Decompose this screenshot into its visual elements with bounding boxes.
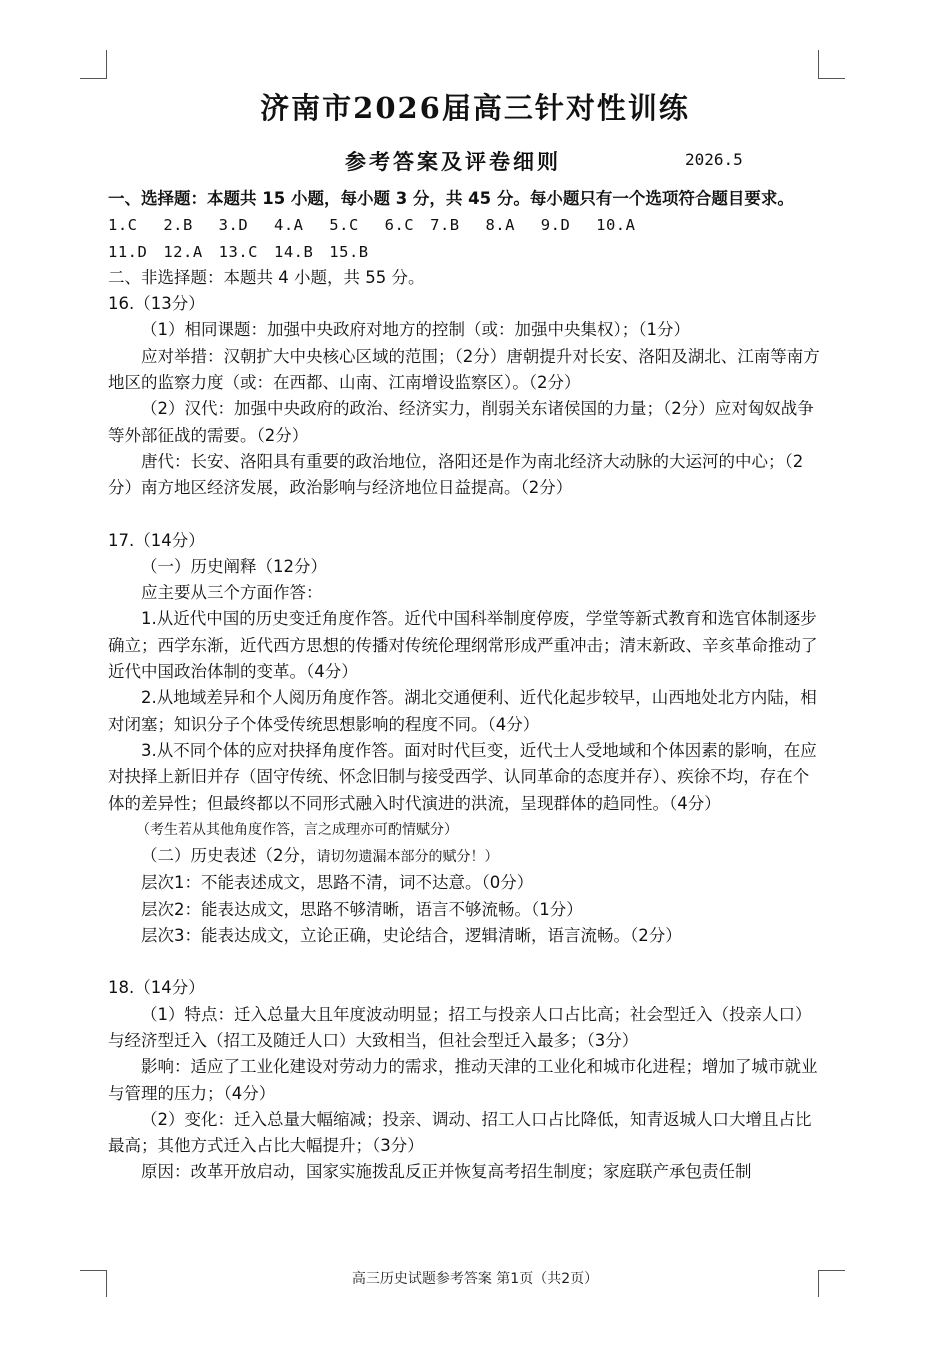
q17-paragraph: （一）历史阐释（12分）	[141, 556, 327, 576]
q18-paragraph: 影响：适应了工业化建设对劳动力的需求，推动天津的工业化和城市化进程；增加了城市就业与管理的压力；（4分）	[108, 1057, 818, 1103]
page-title: 济南市2026届高三针对性训练	[260, 91, 690, 125]
spacer	[108, 502, 820, 528]
spacer	[108, 949, 820, 975]
q17-heading: 17.（14分）	[108, 530, 205, 550]
q17-level: 层次2：能表达成文，思路不够清晰，语言不够流畅。（1分）	[141, 899, 583, 919]
q18-paragraph: 原因：改革开放启动，国家实施拨乱反正并恢复高考招生制度；家庭联产承包责任制	[141, 1162, 752, 1182]
section1-heading: 一、选择题：本题共 15 小题，每小题 3 分，共 45 分。每小题只有一个选项符合题目要求。	[108, 189, 794, 208]
page-subtitle: 参考答案及评卷细则	[345, 149, 561, 174]
q17-note: （考生若从其他角度作答，言之成理亦可酌情赋分）	[136, 821, 458, 838]
q17-paragraph	[108, 843, 820, 870]
q17-paragraph: 应主要从三个方面作答：	[141, 583, 323, 603]
q18-paragraph: （1）特点：迁入总量大且年度波动明显；招工与投亲人口占比高；社会型迁入（投亲人口）与经济型迁入（招工及随迁人口）大致相当，但社会型迁入最多；（3分）	[108, 1004, 812, 1050]
q17-paragraph: 1.从近代中国的历史变迁角度作答。近代中国科举制度停废，学堂等新式教育和选官体制逐步确立；西学东渐，近代西方思想的传播对传统伦理纲常形成严重冲击；清末新政、辛亥革命推动了近代中国政治体制的变革。（4分）	[108, 609, 818, 682]
q17-paragraph: 2.从地域差异和个人阅历角度作答。湖北交通便利、近代化起步较早，山西地处北方内陆，相对闭塞；知识分子个体受传统思想影响的程度不同。（4分）	[108, 688, 817, 734]
q17-expression-label: （二）历史表述（2分，	[141, 846, 317, 866]
q17-paragraph: 3.从不同个体的应对抉择角度作答。面对时代巨变，近代士人受地域和个体因素的影响，在应对抉择上新旧并存（固守传统、怀念旧制与接受西学、认同革命的态度并存）、疾徐不均，存在个体的差异性；但最终都以不同形式融入时代演进的洪流，呈现群体的趋同性。（4分）	[108, 740, 817, 813]
document-date: 2026.5	[685, 150, 743, 169]
q17-level: 层次3：能表达成文，立论正确，史论结合，逻辑清晰，语言流畅。（2分）	[141, 926, 682, 946]
document-body	[108, 186, 820, 1186]
q18-paragraph: （2）变化：迁入总量大幅缩减；投亲、调动、招工人口占比降低，知青返城人口大增且占比最高；其他方式迁入占比大幅提升；（3分）	[108, 1109, 812, 1156]
page-footer: 高三历史试题参考答案 第1页（共2页）	[351, 1271, 599, 1287]
q16-paragraph: （2）汉代：加强中央政府的政治、经济实力，削弱关东诸侯国的力量；（2分）应对匈奴战争等外部征战的需要。（2分）	[108, 399, 814, 445]
crop-mark-top-left	[80, 50, 107, 79]
answers-row-2: 11.D 12.A 13.C 14.B 15.B	[108, 242, 369, 261]
q17-level: 层次1：不能表述成文，思路不清，词不达意。（0分）	[141, 873, 534, 893]
q16-paragraph: 唐代：长安、洛阳具有重要的政治地位，洛阳还是作为南北经济大动脉的大运河的中心；（2分）南方地区经济发展，政治影响与经济地位日益提高。（2分）	[108, 451, 804, 498]
q16-paragraph: （1）相同课题：加强中央政府对地方的控制（或：加强中央集权）；（1分）	[141, 320, 690, 340]
q16-heading: 16.（13分）	[108, 294, 205, 314]
q16-paragraph: 应对举措：汉朝扩大中央核心区域的范围；（2分）唐朝提升对长安、洛阳及湖北、江南等南方地区的监察力度（或：在西都、山南、江南增设监察区）。（2分）	[108, 346, 820, 393]
q17-expression-note: 请切勿遗漏本部分的赋分！）	[316, 849, 499, 866]
crop-mark-top-right	[818, 50, 845, 79]
section2-heading: 二、非选择题：本题共 4 小题，共 55 分。	[108, 267, 425, 287]
answers-row-1: 1.C 2.B 3.D 4.A 5.C 6.C 7.B 8.A 9.D 10.A	[108, 216, 636, 235]
q18-heading: 18.（14分）	[108, 978, 205, 998]
